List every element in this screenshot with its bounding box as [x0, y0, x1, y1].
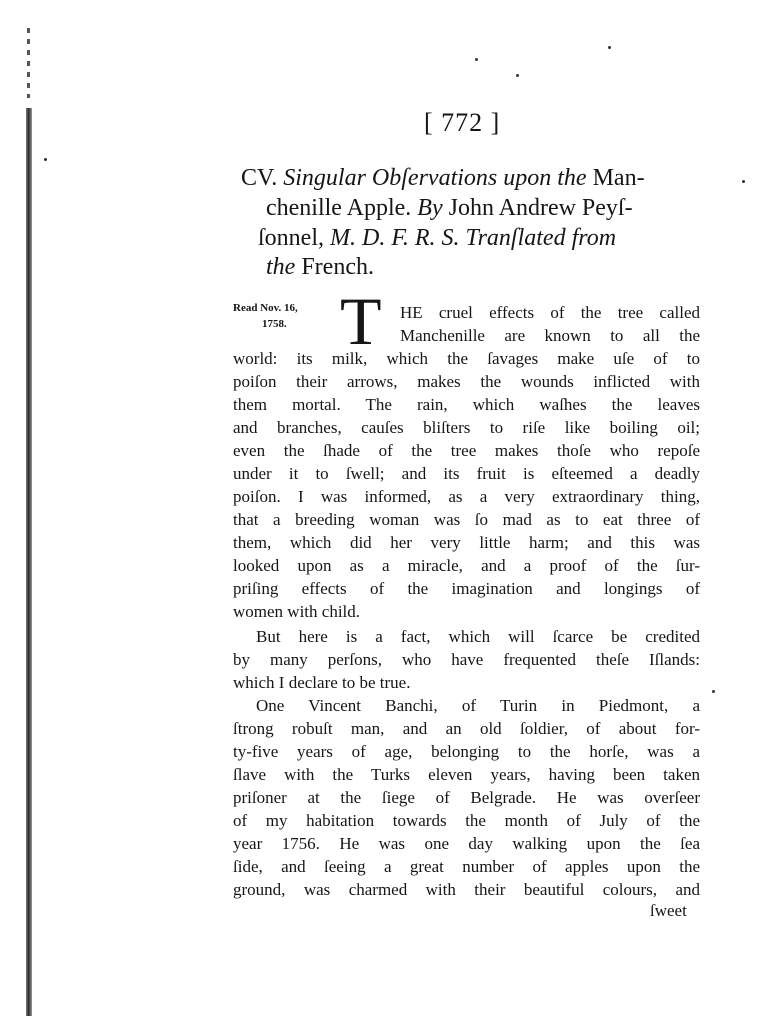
body-line: poiſon. I was informed, as a very extraordinary thing, [233, 487, 700, 506]
body-line: that a breeding woman was ſo mad as to eat three of [233, 510, 700, 529]
body-line: priſing effects of the imagination and longings of [233, 579, 700, 598]
title-italic: M. D. F. R. S. Tranſlated from [330, 225, 617, 251]
scan-speck [608, 46, 611, 49]
body-line: ground, was charmed with their beautiful colours, and [233, 880, 700, 899]
title-italic: Singular Obſervations upon the [283, 165, 587, 191]
body-line: priſoner at the ſiege of Belgrade. He was overſeer [233, 788, 700, 807]
title-text: French. [295, 254, 374, 280]
title-line-2 [266, 195, 633, 221]
body-line: ſtrong robuſt man, and an old ſoldier, of about for- [233, 719, 700, 738]
body-line: But here is a fact, which will ſcarce be credited [256, 627, 700, 646]
title-italic: By [417, 195, 443, 221]
margin-note-year: 1758. [262, 318, 287, 330]
body-line: by many perſons, who have frequented theſe Iſlands: [233, 650, 700, 669]
body-line: them, which did her very little harm; and this was [233, 533, 700, 552]
scan-gutter-top [27, 28, 30, 98]
body-line: ty-five years of age, belonging to the horſe, was a [233, 742, 700, 761]
body-line: One Vincent Banchi, of Turin in Piedmont, a [256, 696, 700, 715]
body-line: Manchenille are known to all the [400, 326, 700, 345]
body-line: looked upon as a miracle, and a proof of the ſur- [233, 556, 700, 575]
title-text: ſonnel, [258, 225, 330, 251]
body-line: women with child. [233, 602, 361, 621]
title-text: chenille Apple. [266, 195, 418, 221]
drop-cap: T [340, 283, 382, 359]
body-line: even the ſhade of the tree makes thoſe who repoſe [233, 441, 700, 460]
page-number: [ 772 ] [424, 108, 501, 137]
body-line: which I declare to be true. [233, 673, 411, 692]
scan-speck [516, 74, 519, 77]
body-line: HE cruel effects of the tree called [400, 303, 700, 322]
body-line: year 1756. He was one day walking upon the ſea [233, 834, 700, 853]
catchword: ſweet [650, 901, 687, 920]
title-italic: the [266, 254, 296, 280]
body-line: of my habitation towards the month of July of the [233, 811, 700, 830]
scan-speck [475, 58, 478, 61]
scan-speck [44, 158, 47, 161]
body-line: poiſon their arrows, makes the wounds inflicted with [233, 372, 700, 391]
body-line: world: its milk, which the ſavages make uſe of to [233, 349, 700, 368]
scan-speck [742, 180, 745, 183]
body-line: under it to ſwell; and its fruit is eſteemed a deadly [233, 464, 700, 483]
title-text: Man- [586, 165, 645, 191]
body-line: them mortal. The rain, which waſhes the leaves [233, 395, 700, 414]
margin-note-date: Read Nov. 16, [233, 302, 298, 314]
scan-gutter [26, 108, 32, 1016]
body-line: ſide, and ſeeing a great number of apples upon the [233, 857, 700, 876]
scan-speck [712, 690, 715, 693]
title-line-4 [266, 254, 374, 280]
title-line-3 [258, 225, 616, 251]
body-line: ſlave with the Turks eleven years, having been taken [233, 765, 700, 784]
title-text: John Andrew Peyſ- [442, 195, 633, 221]
title-line-1 [241, 165, 645, 191]
title-number: CV. [241, 165, 278, 191]
body-line: and branches, cauſes bliſters to riſe like boiling oil; [233, 418, 700, 437]
